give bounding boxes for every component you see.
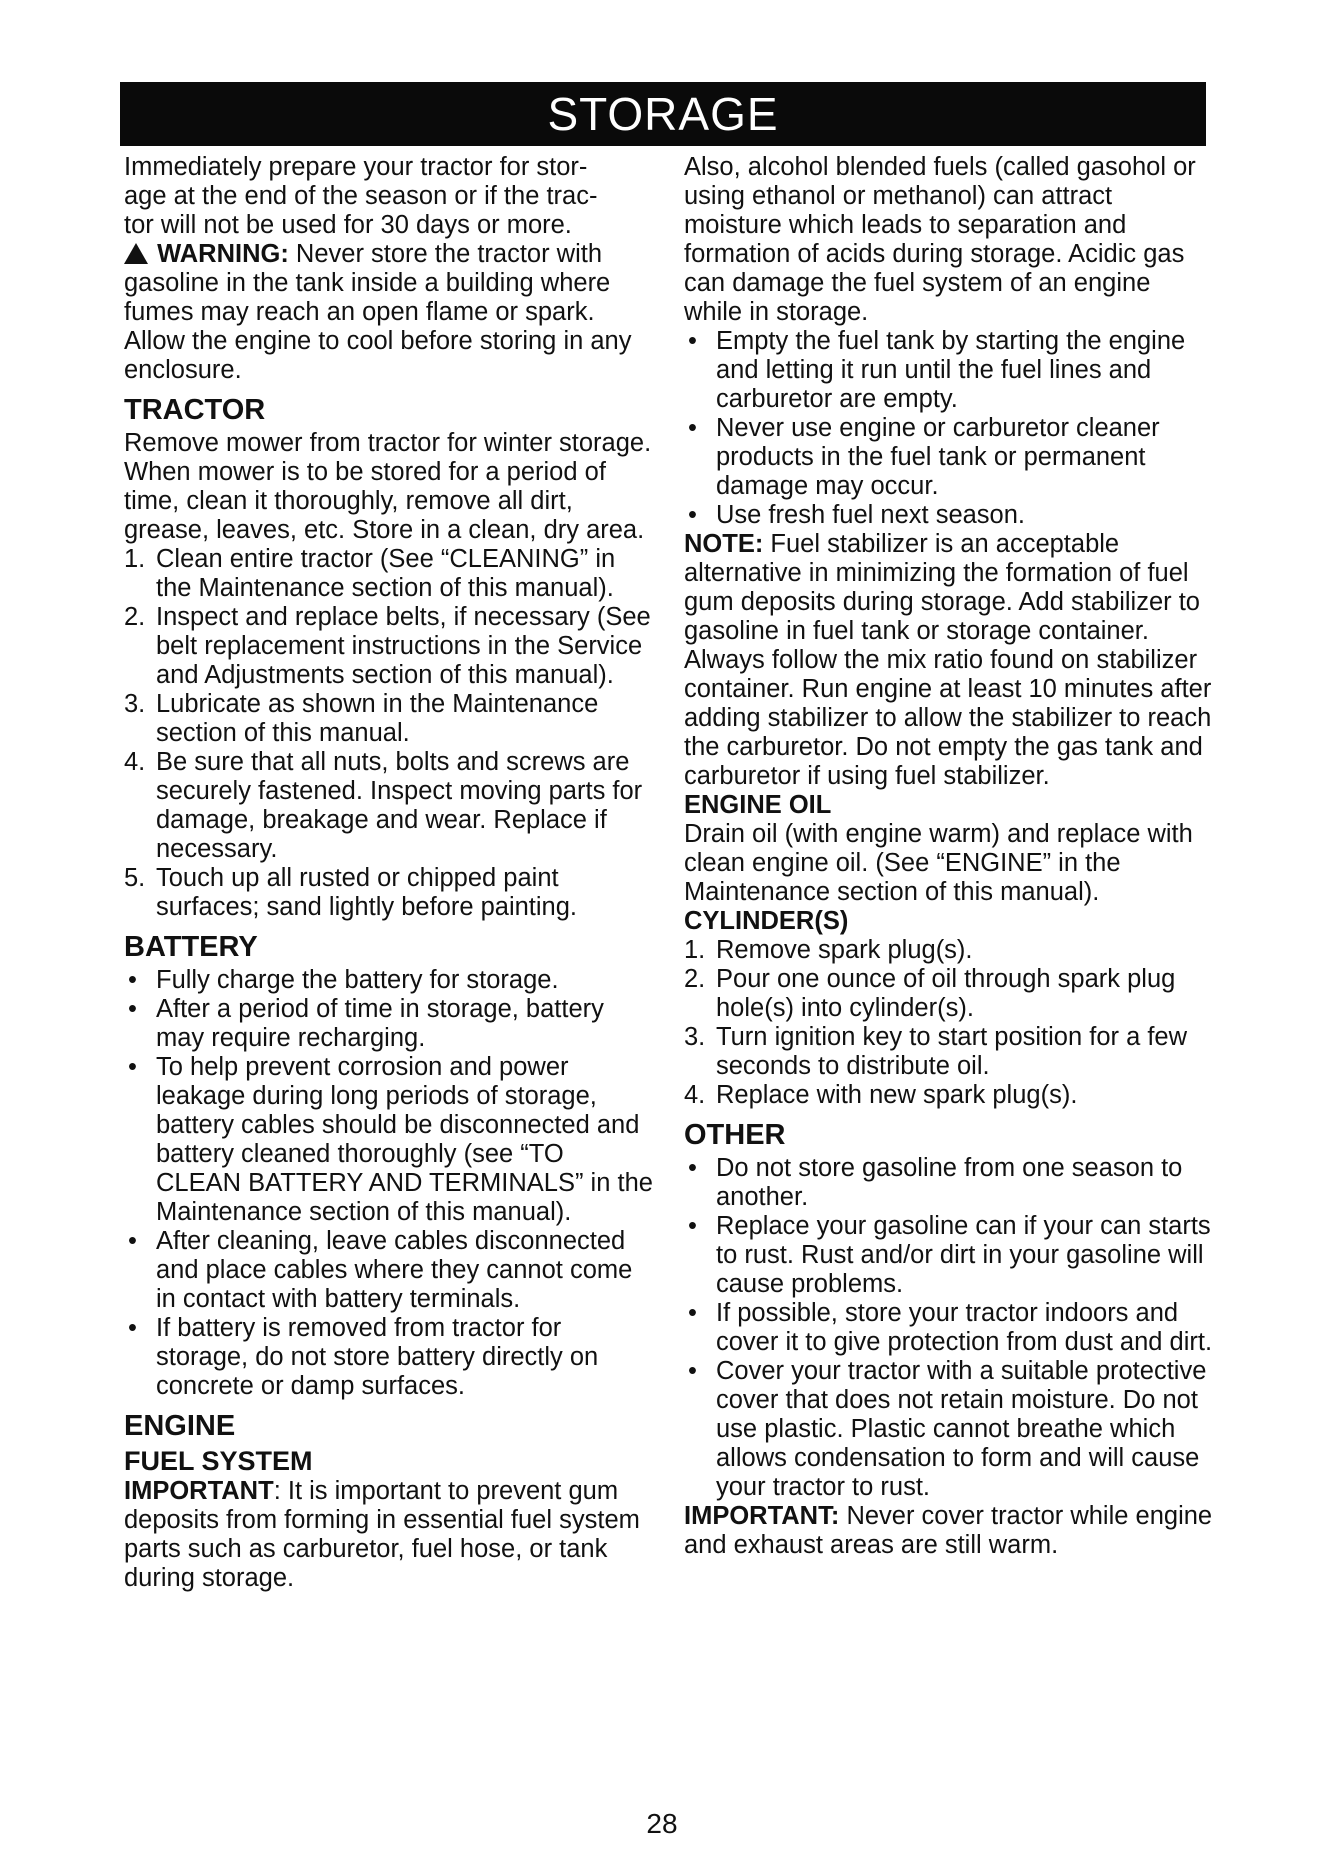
list-item [684, 327, 1214, 414]
cylinders-heading: CYLINDER(S) [684, 907, 849, 935]
step-text: Lubricate as shown in the Maintenance section of this manual. [156, 690, 599, 747]
bullet-text: Do not store gasoline from one season to another. [716, 1154, 1183, 1211]
list-item [124, 545, 654, 603]
left-column [124, 153, 654, 1593]
bullet-icon: • [128, 995, 137, 1023]
bullet-icon: • [688, 501, 697, 529]
list-item [124, 966, 654, 995]
warning-label: WARNING: [157, 240, 289, 268]
bullet-text: If battery is removed from tractor for storage, do not store battery directly on concrete or damp surfaces. [156, 1314, 599, 1400]
step-text: Be sure that all nuts, bolts and screws are securely fastened. Inspect moving parts for damage, breakage and wear. Replace if necessary. [156, 748, 643, 863]
list-item [684, 414, 1214, 501]
bullet-icon: • [688, 414, 697, 442]
step-text: Turn ignition key to start position for a few seconds to distribute oil. [716, 1023, 1188, 1080]
list-item [124, 690, 654, 748]
step-number: 3. [124, 690, 146, 718]
note-text: Fuel stabilizer is an acceptable alternative in minimizing the formation of fuel gum deposits during storage. Add stabilizer to gasoline in fuel tank or storage container. Always follow the mix ratio found on stabilizer container. Run engine at least 10 minutes after adding stabilizer to allow the stabilizer to reach the carburetor. Do not empty the gas tank and carburetor if using fuel stabilizer. [684, 530, 1212, 790]
list-item [684, 1023, 1214, 1081]
intro-line: tor will not be used for 30 days or more. [124, 211, 572, 239]
bullet-text: Fully charge the battery for storage. [156, 966, 559, 994]
note-label: NOTE: [684, 530, 764, 558]
tractor-steps [124, 545, 654, 922]
important-text-2: Never cover tractor while engine and exhaust areas are still warm. [684, 1502, 1213, 1559]
step-number: 5. [124, 864, 146, 892]
step-text: Pour one ounce of oil through spark plug hole(s) into cylinder(s). [716, 965, 1176, 1022]
bullet-text: To help prevent corrosion and power leakage during long periods of storage, battery cables should be disconnected and battery cleaned thoroughly (see “TO CLEAN BATTERY AND TERMINALS” in the Maintenance section of this manual). [156, 1053, 653, 1226]
bullet-icon: • [128, 1053, 137, 1081]
step-number: 1. [684, 936, 706, 964]
bullet-icon: • [688, 1357, 697, 1385]
list-item [124, 748, 654, 864]
bullet-icon: • [688, 1212, 697, 1240]
list-item [684, 1154, 1214, 1212]
tractor-heading: TRACTOR [124, 394, 266, 426]
bullet-text: If possible, store your tractor indoors and cover it to give protection from dust and dirt. [716, 1299, 1213, 1356]
intro-line: age at the end of the season or if the trac- [124, 182, 598, 210]
important-block-2 [684, 1502, 1214, 1560]
step-number: 4. [684, 1081, 706, 1109]
bullet-text: Empty the fuel tank by starting the engine and letting it run until the fuel lines and carburetor are empty. [716, 327, 1186, 413]
step-number: 4. [124, 748, 146, 776]
bullet-icon: • [128, 1314, 137, 1342]
bullet-text: After a period of time in storage, battery may require recharging. [156, 995, 604, 1052]
step-text: Inspect and replace belts, if necessary (See belt replacement instructions in the Service and Adjustments section of this manual). [156, 603, 651, 689]
list-item [684, 1299, 1214, 1357]
page-number: 28 [646, 1808, 678, 1839]
step-text: Clean entire tractor (See “CLEANING” in the Maintenance section of this manual). [156, 545, 616, 602]
list-item [684, 965, 1214, 1023]
bullet-text: After cleaning, leave cables disconnected and place cables where they cannot come in contact with battery terminals. [156, 1227, 633, 1313]
step-text: Remove spark plug(s). [716, 936, 973, 964]
bullet-icon: • [128, 966, 137, 994]
other-heading: OTHER [684, 1119, 786, 1151]
list-item [124, 1053, 654, 1227]
battery-bullets [124, 966, 654, 1401]
list-item [684, 1081, 1214, 1110]
fuel-system-heading: FUEL SYSTEM [124, 1446, 313, 1476]
bullet-icon: • [688, 1299, 697, 1327]
bullet-text: Never use engine or carburetor cleaner products in the fuel tank or permanent damage may occur. [716, 414, 1160, 500]
important-label-2: IMPORTANT: [684, 1502, 840, 1530]
warning-block [124, 240, 654, 385]
list-item [124, 864, 654, 922]
warning-text: Never store the tractor with gasoline in the tank inside a building where fumes may reach an open flame or spark. Allow the engine to cool before storing in any enclosure. [124, 240, 632, 384]
list-item [124, 1314, 654, 1401]
engine-heading: ENGINE [124, 1410, 236, 1442]
cylinder-steps [684, 936, 1214, 1110]
list-item [124, 995, 654, 1053]
tractor-text: Remove mower from tractor for winter storage. When mower is to be stored for a period of time, clean it thoroughly, remove all dirt, grease, leaves, etc. Store in a clean, dry area. [124, 429, 652, 544]
right-column [684, 153, 1214, 1560]
intro-text [124, 153, 654, 240]
step-text: Touch up all rusted or chipped paint surfaces; sand lightly before painting. [156, 864, 577, 921]
list-item [684, 501, 1214, 530]
important-label: IMPORTANT [124, 1477, 274, 1505]
fuel-bullets [684, 327, 1214, 530]
list-item [124, 1227, 654, 1314]
engine-oil-text: Drain oil (with engine warm) and replace with clean engine oil. (See “ENGINE” in the Maintenance section of this manual). [684, 820, 1193, 906]
bullet-text: Use fresh fuel next season. [716, 501, 1026, 529]
bullet-icon: • [128, 1227, 137, 1255]
important-block [124, 1477, 654, 1593]
alcohol-fuel-text: Also, alcohol blended fuels (called gasohol or using ethanol or methanol) can attract moisture which leads to separation and formation of acids during storage. Acidic gas can damage the fuel system of an engine while in storage. [684, 153, 1196, 326]
list-item [684, 936, 1214, 965]
note-block [684, 530, 1214, 791]
battery-heading: BATTERY [124, 931, 258, 963]
bullet-text: Cover your tractor with a suitable protective cover that does not retain moisture. Do not use plastic. Plastic cannot breathe which allows condensation to form and will cause your tractor to rust. [716, 1357, 1207, 1501]
list-item [124, 603, 654, 690]
step-number: 2. [684, 965, 706, 993]
intro-line: Immediately prepare your tractor for stor- [124, 153, 588, 181]
list-item [684, 1212, 1214, 1299]
step-number: 1. [124, 545, 146, 573]
step-number: 3. [684, 1023, 706, 1051]
bullet-icon: • [688, 1154, 697, 1182]
list-item [684, 1357, 1214, 1502]
bullet-text: Replace your gasoline can if your can starts to rust. Rust and/or dirt in your gasoline will cause problems. [716, 1212, 1211, 1298]
warning-triangle-icon [124, 243, 148, 264]
bullet-icon: • [688, 327, 697, 355]
step-text: Replace with new spark plug(s). [716, 1081, 1078, 1109]
important-text: : It is important to prevent gum deposits from forming in essential fuel system parts such as carburetor, fuel hose, or tank during storage. [124, 1477, 640, 1592]
engine-oil-heading: ENGINE OIL [684, 791, 832, 819]
step-number: 2. [124, 603, 146, 631]
other-bullets [684, 1154, 1214, 1502]
page-title: STORAGE [120, 82, 1206, 146]
